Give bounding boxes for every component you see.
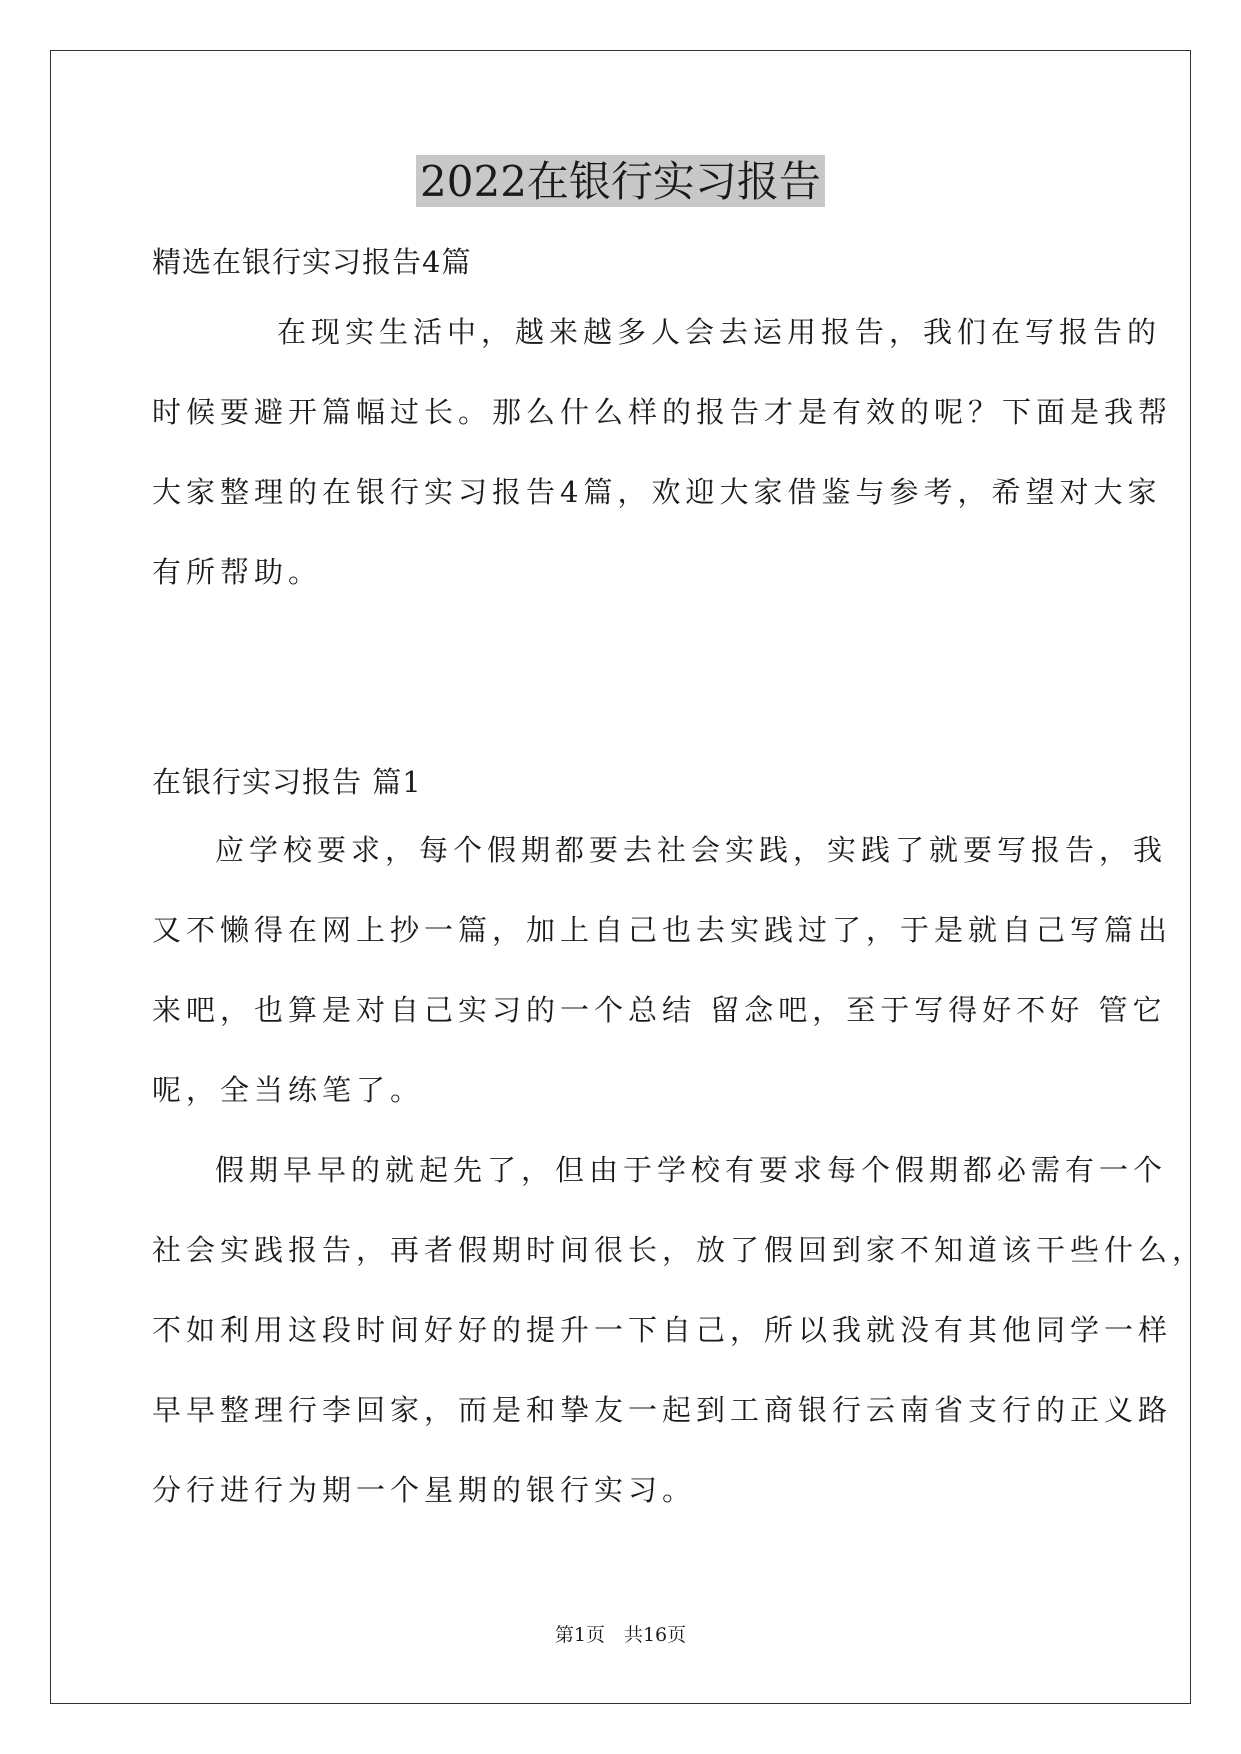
document-title-text: 2022在银行实习报告 [416, 155, 825, 207]
body-line: 应学校要求，每个假期都要去社会实践，实践了就要写报告，我 [215, 833, 1168, 867]
intro-paragraph [152, 292, 1173, 612]
document-subtitle: 精选在银行实习报告4篇 [152, 245, 472, 279]
page-footer: 第1页 共16页 [554, 1624, 687, 1646]
body-line: 分行进行为期一个星期的银行实习。 [152, 1473, 697, 1507]
body-line: 早早整理行李回家，而是和挚友一起到工商银行云南省支行的正义路 [152, 1393, 1173, 1427]
body-paragraph-1 [152, 810, 1173, 1130]
intro-line: 大家整理的在银行实习报告4篇，欢迎大家借鉴与参考，希望对大家 [152, 475, 1162, 509]
body-line: 不如利用这段时间好好的提升一下自己，所以我就没有其他同学一样 [152, 1313, 1173, 1347]
body-line: 又不懒得在网上抄一篇，加上自己也去实践过了，于是就自己写篇出 [152, 913, 1173, 947]
intro-line: 在现实生活中，越来越多人会去运用报告，我们在写报告的 [277, 315, 1162, 349]
body-line: 来吧，也算是对自己实习的一个总结 留念吧，至于写得好不好 管它 [152, 993, 1167, 1027]
body-line: 社会实践报告，再者假期时间很长，放了假回到家不知道该干些什么， [152, 1233, 1207, 1267]
body-paragraph-2 [152, 1130, 1207, 1530]
intro-line: 时候要避开篇幅过长。那么什么样的报告才是有效的呢？下面是我帮 [152, 395, 1173, 429]
body-line: 呢，全当练笔了。 [152, 1073, 425, 1107]
body-line: 假期早早的就起先了，但由于学校有要求每个假期都必需有一个 [215, 1153, 1168, 1187]
intro-line: 有所帮助。 [152, 555, 323, 589]
document-title [0, 155, 1241, 207]
section-heading: 在银行实习报告 篇1 [152, 765, 422, 799]
